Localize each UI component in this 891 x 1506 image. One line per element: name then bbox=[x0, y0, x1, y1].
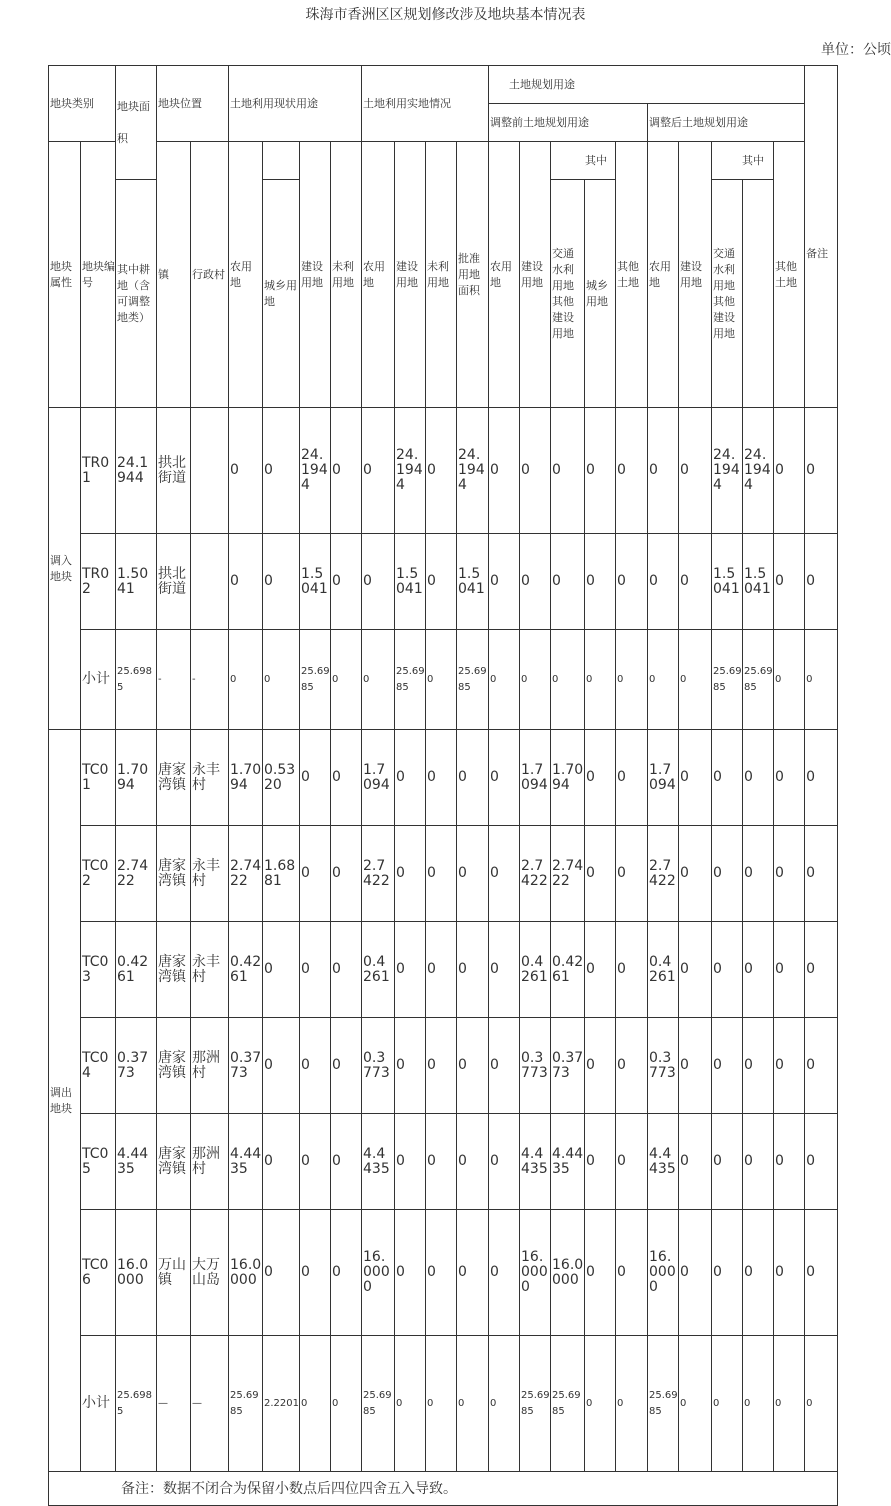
value-cell: 0 bbox=[457, 1336, 489, 1472]
value-cell: 0 bbox=[300, 826, 331, 922]
value-cell: 2.7422 bbox=[551, 826, 585, 922]
value-cell: 0 bbox=[712, 1336, 743, 1472]
value-cell: 0 bbox=[712, 1210, 743, 1336]
value-cell: 0 bbox=[426, 534, 457, 630]
value-cell: 0 bbox=[585, 922, 616, 1018]
value-cell: 0 bbox=[805, 534, 838, 630]
value-cell: 0 bbox=[616, 1114, 648, 1210]
value-cell: 0 bbox=[331, 1018, 362, 1114]
parcel-area: 25.6985 bbox=[116, 1336, 157, 1472]
parcel-village: - bbox=[191, 630, 229, 730]
value-cell: 0 bbox=[805, 1018, 838, 1114]
value-cell: 0 bbox=[616, 922, 648, 1018]
value-cell: 0 bbox=[489, 1336, 520, 1472]
parcel-village: 永丰村 bbox=[191, 730, 229, 826]
value-cell: 0 bbox=[585, 730, 616, 826]
parcel-town: 唐家湾镇 bbox=[157, 1114, 191, 1210]
parcel-village: 那洲村 bbox=[191, 1114, 229, 1210]
header-approved: 批准用地面积 bbox=[457, 142, 489, 408]
header-before-transport: 交通水利用地其他建设用地 bbox=[551, 180, 585, 408]
header-after: 调整后土地规划用途 bbox=[648, 104, 805, 142]
value-cell: 0 bbox=[457, 730, 489, 826]
value-cell: 0 bbox=[712, 730, 743, 826]
value-cell: 25.6985 bbox=[551, 1336, 585, 1472]
value-cell: 0 bbox=[585, 534, 616, 630]
header-town: 镇 bbox=[157, 142, 191, 408]
header-before: 调整前土地规划用途 bbox=[489, 104, 648, 142]
parcel-village: 永丰村 bbox=[191, 922, 229, 1018]
value-cell: 0 bbox=[331, 1336, 362, 1472]
value-cell: 0 bbox=[362, 408, 395, 534]
parcel-area: 1.7094 bbox=[116, 730, 157, 826]
value-cell: 0 bbox=[395, 730, 426, 826]
parcel-code: TC05 bbox=[81, 1114, 116, 1210]
value-cell: 25.6985 bbox=[520, 1336, 551, 1472]
value-cell: 0 bbox=[774, 1114, 805, 1210]
value-cell: 0 bbox=[743, 922, 774, 1018]
value-cell: 0 bbox=[743, 1018, 774, 1114]
value-cell: 0.3773 bbox=[551, 1018, 585, 1114]
parcel-town: - bbox=[157, 630, 191, 730]
value-cell: 2.7422 bbox=[648, 826, 679, 922]
header-after-agri: 农用地 bbox=[648, 142, 679, 408]
parcel-town: 唐家湾镇 bbox=[157, 730, 191, 826]
parcel-town: 唐家湾镇 bbox=[157, 922, 191, 1018]
value-cell: 0 bbox=[774, 730, 805, 826]
value-cell: 24.1944 bbox=[743, 408, 774, 534]
value-cell: 0 bbox=[457, 826, 489, 922]
header-before-qizhong: 其中 bbox=[551, 142, 616, 180]
value-cell: 0 bbox=[229, 630, 263, 730]
header-current-agri: 农用地 bbox=[229, 142, 263, 408]
value-cell: 0 bbox=[426, 922, 457, 1018]
value-cell: 1.5041 bbox=[300, 534, 331, 630]
value-cell: 0 bbox=[331, 922, 362, 1018]
value-cell: 4.4435 bbox=[520, 1114, 551, 1210]
value-cell: 16.0000 bbox=[362, 1210, 395, 1336]
value-cell: 1.7094 bbox=[229, 730, 263, 826]
value-cell: 0 bbox=[551, 630, 585, 730]
value-cell: 0 bbox=[774, 408, 805, 534]
parcel-village bbox=[191, 534, 229, 630]
value-cell: 0 bbox=[331, 630, 362, 730]
value-cell: 0 bbox=[743, 826, 774, 922]
table-row bbox=[49, 826, 838, 922]
value-cell: 0 bbox=[426, 1018, 457, 1114]
value-cell: 0 bbox=[774, 534, 805, 630]
parcel-code: TC02 bbox=[81, 826, 116, 922]
value-cell: 0 bbox=[395, 922, 426, 1018]
value-cell: 0 bbox=[805, 1336, 838, 1472]
value-cell: 0 bbox=[805, 1114, 838, 1210]
value-cell: 0 bbox=[331, 1210, 362, 1336]
header-village: 行政村 bbox=[191, 142, 229, 408]
value-cell: 0 bbox=[395, 826, 426, 922]
value-cell: 1.7094 bbox=[362, 730, 395, 826]
value-cell: 0 bbox=[805, 630, 838, 730]
value-cell: 0 bbox=[331, 408, 362, 534]
value-cell: 0 bbox=[457, 1114, 489, 1210]
table-row bbox=[49, 534, 838, 630]
value-cell: 0 bbox=[300, 1018, 331, 1114]
value-cell: 0 bbox=[679, 1210, 712, 1336]
value-cell: 0 bbox=[263, 1210, 300, 1336]
value-cell: 0 bbox=[551, 534, 585, 630]
table-row bbox=[49, 408, 838, 534]
parcel-village: — bbox=[191, 1336, 229, 1472]
value-cell: 0 bbox=[679, 1336, 712, 1472]
value-cell: 0 bbox=[585, 1114, 616, 1210]
header-actual-use: 土地利用实地情况 bbox=[362, 66, 489, 142]
value-cell: 0 bbox=[426, 1336, 457, 1472]
parcel-area: 0.3773 bbox=[116, 1018, 157, 1114]
group-label-out: 调出地块 bbox=[49, 730, 81, 1472]
value-cell: 0.3773 bbox=[520, 1018, 551, 1114]
value-cell: 4.4435 bbox=[229, 1114, 263, 1210]
value-cell: 0 bbox=[426, 630, 457, 730]
value-cell: 0 bbox=[616, 1336, 648, 1472]
parcel-area: 2.7422 bbox=[116, 826, 157, 922]
value-cell: 0 bbox=[489, 1210, 520, 1336]
parcel-village: 大万山岛 bbox=[191, 1210, 229, 1336]
value-cell: 0 bbox=[362, 534, 395, 630]
value-cell: 0 bbox=[774, 1210, 805, 1336]
header-plan-use: 土地规划用途 bbox=[489, 66, 805, 104]
value-cell: 25.6985 bbox=[395, 630, 426, 730]
header-block-category: 地块类别 bbox=[49, 66, 116, 142]
value-cell: 0 bbox=[774, 922, 805, 1018]
value-cell: 0.5320 bbox=[263, 730, 300, 826]
value-cell: 0.4261 bbox=[520, 922, 551, 1018]
value-cell: 0 bbox=[520, 630, 551, 730]
parcel-code: TR02 bbox=[81, 534, 116, 630]
value-cell: 1.5041 bbox=[395, 534, 426, 630]
header-cultivated: 其中耕地（含可调整地类） bbox=[116, 180, 157, 408]
value-cell: 0 bbox=[648, 630, 679, 730]
value-cell: 0.3773 bbox=[362, 1018, 395, 1114]
value-cell: 25.6985 bbox=[229, 1336, 263, 1472]
value-cell: 0 bbox=[520, 408, 551, 534]
value-cell: 0 bbox=[585, 630, 616, 730]
value-cell: 0 bbox=[616, 630, 648, 730]
table-row bbox=[49, 1210, 838, 1336]
header-current-unused: 未利用地 bbox=[331, 142, 362, 408]
value-cell: 0.4261 bbox=[551, 922, 585, 1018]
value-cell: 25.6985 bbox=[648, 1336, 679, 1472]
value-cell: 0 bbox=[263, 1114, 300, 1210]
header-block-area: 地块面积 bbox=[116, 66, 157, 180]
value-cell: 0 bbox=[774, 630, 805, 730]
value-cell: 0 bbox=[263, 922, 300, 1018]
value-cell: 0 bbox=[805, 408, 838, 534]
value-cell: 0 bbox=[679, 630, 712, 730]
header-after-transport: 交通水利用地其他建设用地 bbox=[712, 180, 743, 408]
value-cell: 1.5041 bbox=[457, 534, 489, 630]
value-cell: 1.7094 bbox=[551, 730, 585, 826]
header-after-other: 其他土地 bbox=[774, 142, 805, 408]
value-cell: 0 bbox=[774, 1336, 805, 1472]
value-cell: 0 bbox=[743, 1210, 774, 1336]
value-cell: 0.4261 bbox=[229, 922, 263, 1018]
header-location: 地块位置 bbox=[157, 66, 229, 142]
value-cell: 0 bbox=[457, 1018, 489, 1114]
value-cell: 16.0000 bbox=[551, 1210, 585, 1336]
value-cell: 0 bbox=[585, 1336, 616, 1472]
value-cell: 0 bbox=[263, 408, 300, 534]
parcel-area: 25.6985 bbox=[116, 630, 157, 730]
value-cell: 0 bbox=[805, 730, 838, 826]
value-cell: 0 bbox=[679, 408, 712, 534]
value-cell: 0.4261 bbox=[362, 922, 395, 1018]
value-cell: 0 bbox=[300, 730, 331, 826]
parcel-area: 4.4435 bbox=[116, 1114, 157, 1210]
value-cell: 25.6985 bbox=[300, 630, 331, 730]
parcel-code: TC06 bbox=[81, 1210, 116, 1336]
value-cell: 0 bbox=[331, 826, 362, 922]
value-cell: 0 bbox=[489, 408, 520, 534]
value-cell: 0 bbox=[263, 534, 300, 630]
header-before-construction: 建设用地 bbox=[520, 142, 551, 408]
value-cell: 4.4435 bbox=[362, 1114, 395, 1210]
value-cell: 0 bbox=[457, 922, 489, 1018]
value-cell: 0 bbox=[426, 408, 457, 534]
value-cell: 0 bbox=[743, 1336, 774, 1472]
header-actual-construction: 建设用地 bbox=[395, 142, 426, 408]
value-cell: 0 bbox=[616, 408, 648, 534]
subtotal-label: 小计 bbox=[81, 630, 116, 730]
table-note: 备注：数据不闭合为保留小数点后四位四舍五入导致。 bbox=[49, 1472, 838, 1506]
value-cell: 16.0000 bbox=[648, 1210, 679, 1336]
parcel-code: TC01 bbox=[81, 730, 116, 826]
value-cell: 25.6985 bbox=[743, 630, 774, 730]
value-cell: 0 bbox=[679, 1018, 712, 1114]
header-empty-cell bbox=[263, 142, 300, 180]
value-cell: 0 bbox=[774, 826, 805, 922]
parcel-code: TC03 bbox=[81, 922, 116, 1018]
table-title: 珠海市香洲区区规划修改涉及地块基本情况表 bbox=[305, 7, 586, 23]
value-cell: 16.0000 bbox=[520, 1210, 551, 1336]
value-cell: 4.4435 bbox=[551, 1114, 585, 1210]
parcel-area: 16.0000 bbox=[116, 1210, 157, 1336]
header-attr: 地块属性 bbox=[49, 142, 81, 408]
value-cell: 0 bbox=[616, 826, 648, 922]
value-cell: 0 bbox=[229, 408, 263, 534]
parcel-town: 万山镇 bbox=[157, 1210, 191, 1336]
value-cell: 2.7422 bbox=[520, 826, 551, 922]
value-cell: 0 bbox=[585, 826, 616, 922]
value-cell: 0 bbox=[743, 730, 774, 826]
value-cell: 24.1944 bbox=[395, 408, 426, 534]
value-cell: 1.5041 bbox=[743, 534, 774, 630]
value-cell: 0 bbox=[679, 730, 712, 826]
value-cell: 0 bbox=[489, 630, 520, 730]
value-cell: 0 bbox=[679, 1114, 712, 1210]
header-current-use: 土地利用现状用途 bbox=[229, 66, 362, 142]
value-cell: 0 bbox=[648, 534, 679, 630]
group-label-in: 调入地块 bbox=[49, 408, 81, 730]
value-cell: 0 bbox=[300, 1210, 331, 1336]
value-cell: 0 bbox=[489, 826, 520, 922]
table-row bbox=[49, 1018, 838, 1114]
value-cell: 0 bbox=[426, 1210, 457, 1336]
value-cell: 24.1944 bbox=[300, 408, 331, 534]
subtotal-label: 小计 bbox=[81, 1336, 116, 1472]
table-row bbox=[49, 1114, 838, 1210]
value-cell: 1.7094 bbox=[648, 730, 679, 826]
value-cell: 0 bbox=[712, 922, 743, 1018]
value-cell: 16.0000 bbox=[229, 1210, 263, 1336]
header-before-urban-rural: 城乡用地 bbox=[263, 180, 300, 408]
value-cell: 24.1944 bbox=[457, 408, 489, 534]
parcel-town: — bbox=[157, 1336, 191, 1472]
parcel-town: 唐家湾镇 bbox=[157, 826, 191, 922]
value-cell: 2.7422 bbox=[362, 826, 395, 922]
value-cell: 0 bbox=[331, 730, 362, 826]
value-cell: 0 bbox=[395, 1336, 426, 1472]
value-cell: 2.7422 bbox=[229, 826, 263, 922]
value-cell: 0 bbox=[489, 922, 520, 1018]
parcel-town: 拱北街道 bbox=[157, 534, 191, 630]
value-cell: 0 bbox=[585, 408, 616, 534]
value-cell: 0.3773 bbox=[648, 1018, 679, 1114]
value-cell: 0 bbox=[616, 534, 648, 630]
value-cell: 0 bbox=[679, 826, 712, 922]
parcel-village: 永丰村 bbox=[191, 826, 229, 922]
subtotal-row bbox=[49, 1336, 838, 1472]
value-cell: 0 bbox=[489, 534, 520, 630]
value-cell: 0 bbox=[426, 1114, 457, 1210]
header-current-construction: 建设用地 bbox=[300, 142, 331, 408]
value-cell: 0 bbox=[712, 1114, 743, 1210]
value-cell: 0 bbox=[616, 1018, 648, 1114]
value-cell: 0 bbox=[395, 1210, 426, 1336]
value-cell: 0 bbox=[585, 1210, 616, 1336]
header-after-urban-rural: 城乡用地 bbox=[585, 180, 616, 408]
value-cell: 0.4261 bbox=[648, 922, 679, 1018]
value-cell: 0 bbox=[457, 1210, 489, 1336]
header-after-construction: 建设用地 bbox=[679, 142, 712, 408]
value-cell: 0 bbox=[263, 630, 300, 730]
header-remark: 备注 bbox=[805, 66, 838, 408]
subtotal-row bbox=[49, 630, 838, 730]
table-row bbox=[49, 922, 838, 1018]
value-cell: 24.1944 bbox=[712, 408, 743, 534]
parcel-town: 唐家湾镇 bbox=[157, 1018, 191, 1114]
value-cell: 0 bbox=[648, 408, 679, 534]
value-cell: 0 bbox=[331, 1114, 362, 1210]
value-cell: 0 bbox=[679, 922, 712, 1018]
parcel-code: TC04 bbox=[81, 1018, 116, 1114]
value-cell: 0 bbox=[489, 730, 520, 826]
header-after-qizhong: 其中 bbox=[712, 142, 774, 180]
parcel-area: 24.1944 bbox=[116, 408, 157, 534]
value-cell: 2.2201 bbox=[263, 1336, 300, 1472]
header-before-agri: 农用地 bbox=[489, 142, 520, 408]
header-actual-agri: 农用地 bbox=[362, 142, 395, 408]
value-cell: 25.6985 bbox=[457, 630, 489, 730]
value-cell: 0 bbox=[300, 1114, 331, 1210]
value-cell: 0 bbox=[300, 1336, 331, 1472]
value-cell: 0 bbox=[712, 1018, 743, 1114]
value-cell: 0.3773 bbox=[229, 1018, 263, 1114]
value-cell: 0 bbox=[263, 1018, 300, 1114]
parcel-area: 1.5041 bbox=[116, 534, 157, 630]
value-cell: 4.4435 bbox=[648, 1114, 679, 1210]
value-cell: 0 bbox=[426, 730, 457, 826]
value-cell: 1.6881 bbox=[263, 826, 300, 922]
value-cell: 0 bbox=[805, 826, 838, 922]
value-cell: 0 bbox=[362, 630, 395, 730]
value-cell: 0 bbox=[805, 922, 838, 1018]
value-cell: 0 bbox=[743, 1114, 774, 1210]
table-row bbox=[49, 730, 838, 826]
value-cell: 0 bbox=[616, 1210, 648, 1336]
parcel-town: 拱北街道 bbox=[157, 408, 191, 534]
parcel-village: 那洲村 bbox=[191, 1018, 229, 1114]
value-cell: 0 bbox=[229, 534, 263, 630]
value-cell: 1.5041 bbox=[712, 534, 743, 630]
value-cell: 0 bbox=[489, 1114, 520, 1210]
value-cell: 0 bbox=[395, 1018, 426, 1114]
value-cell: 0 bbox=[712, 826, 743, 922]
unit-label: 单位：公顷 bbox=[821, 42, 891, 58]
value-cell: 0 bbox=[805, 1210, 838, 1336]
value-cell: 0 bbox=[616, 730, 648, 826]
value-cell: 0 bbox=[395, 1114, 426, 1210]
value-cell: 1.7094 bbox=[520, 730, 551, 826]
value-cell: 0 bbox=[520, 534, 551, 630]
land-parcel-table bbox=[48, 65, 838, 1506]
value-cell: 0 bbox=[426, 826, 457, 922]
parcel-code: TR01 bbox=[81, 408, 116, 534]
parcel-area: 0.4261 bbox=[116, 922, 157, 1018]
header-before-other: 其他土地 bbox=[616, 142, 648, 408]
value-cell: 0 bbox=[551, 408, 585, 534]
parcel-village bbox=[191, 408, 229, 534]
value-cell: 0 bbox=[774, 1018, 805, 1114]
value-cell: 0 bbox=[331, 534, 362, 630]
header-actual-unused: 未利用地 bbox=[426, 142, 457, 408]
value-cell: 25.6985 bbox=[712, 630, 743, 730]
value-cell: 0 bbox=[300, 922, 331, 1018]
header-code: 地块编号 bbox=[81, 142, 116, 408]
value-cell: 25.6985 bbox=[362, 1336, 395, 1472]
value-cell: 0 bbox=[679, 534, 712, 630]
value-cell: 0 bbox=[585, 1018, 616, 1114]
value-cell: 0 bbox=[489, 1018, 520, 1114]
